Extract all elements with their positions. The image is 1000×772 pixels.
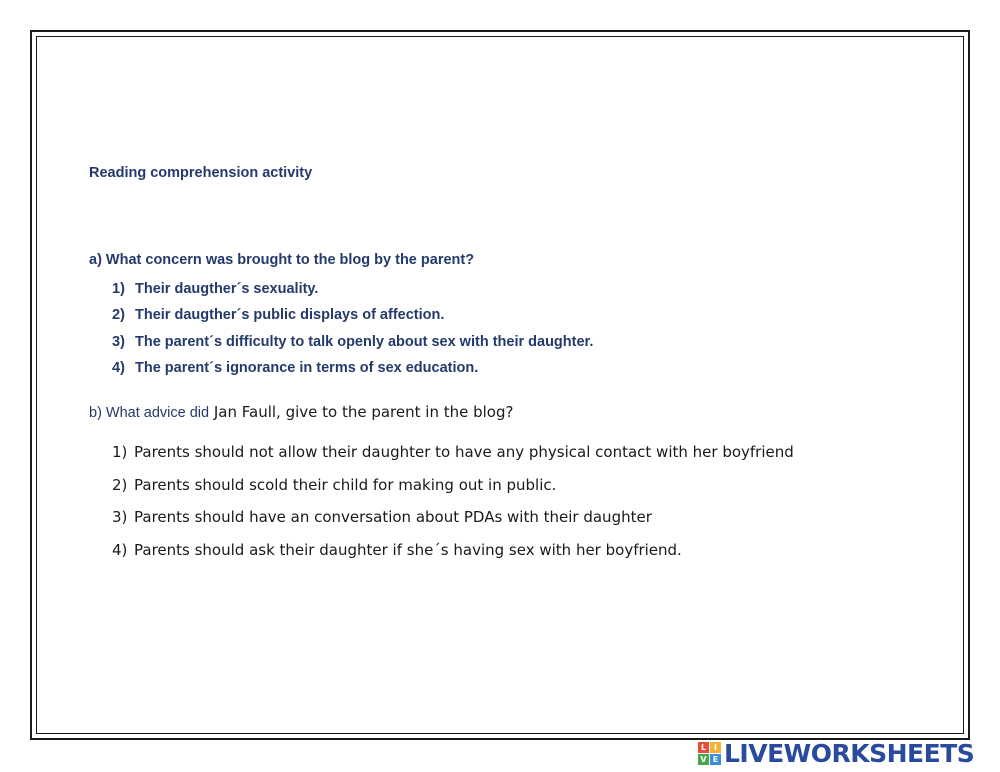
question-a-option-1[interactable] — [112, 280, 593, 306]
option-number: 2) — [112, 475, 128, 494]
question-b-option-4[interactable] — [112, 540, 794, 573]
question-b-options — [112, 442, 794, 572]
option-text: Parents should scold their child for making out in public. — [134, 475, 557, 494]
liveworksheets-logo[interactable] — [698, 738, 974, 768]
option-text: Parents should not allow their daughter to have any physical contact with her boyfriend — [134, 443, 794, 461]
question-b-option-1[interactable] — [112, 442, 794, 475]
question-a-options — [112, 280, 593, 385]
option-text: Their daugther´s sexuality. — [135, 281, 319, 297]
logo-text: LIVEWORKSHEETS — [724, 738, 975, 768]
option-number: 2) — [112, 307, 125, 324]
logo-block: E — [710, 754, 721, 765]
logo-blocks-icon — [698, 742, 721, 765]
question-a-option-3[interactable] — [112, 333, 593, 359]
question-b-prompt-tail: Jan Faull, give to the parent in the blog? — [209, 403, 514, 421]
option-text: Parents should ask their daughter if she´s having sex with her boyfriend. — [134, 540, 682, 559]
option-text: The parent´s difficulty to talk openly about sex with their daughter. — [135, 333, 594, 350]
option-number: 1) — [112, 281, 125, 297]
logo-block: I — [710, 742, 721, 753]
worksheet-title: Reading comprehension activity — [89, 165, 313, 181]
logo-block: L — [698, 742, 709, 753]
option-number: 3) — [112, 333, 125, 350]
option-text: Their daugther´s public displays of affection. — [135, 307, 445, 324]
logo-block: V — [698, 754, 709, 765]
question-b-prompt-lead: b) What advice did — [89, 405, 210, 421]
question-b-option-2[interactable] — [112, 475, 794, 508]
option-text: The parent´s ignorance in terms of sex education. — [135, 359, 479, 376]
option-number: 4) — [112, 540, 128, 559]
option-number: 4) — [112, 359, 125, 376]
question-b-prompt — [89, 403, 513, 422]
question-a-option-2[interactable] — [112, 306, 593, 332]
question-b-option-3[interactable] — [112, 507, 794, 540]
option-text: Parents should have an conversation about PDAs with their daughter — [134, 508, 652, 526]
option-number: 3) — [112, 508, 128, 526]
option-number: 1) — [112, 443, 128, 461]
question-a-prompt: a) What concern was brought to the blog by the parent? — [89, 252, 475, 268]
question-a-option-4[interactable] — [112, 359, 593, 385]
